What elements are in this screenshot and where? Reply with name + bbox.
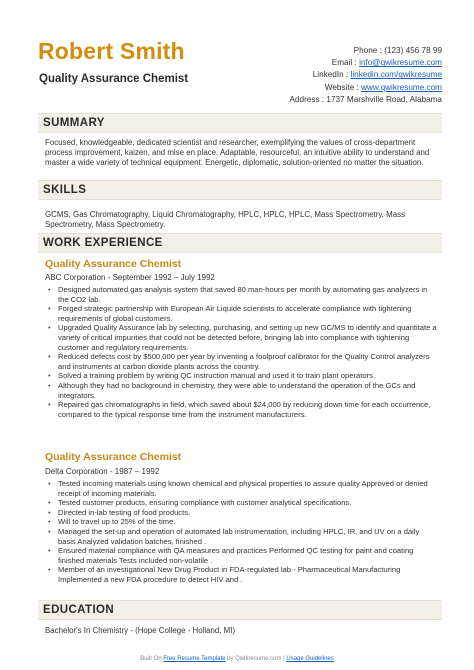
page-footer <box>0 656 474 662</box>
skills-heading: SKILLS <box>43 184 87 196</box>
list-item: • Forged strategic partnership with European Air Liquide scientists to accelerate compliance with tightening requirements of global customers. <box>45 304 437 323</box>
job-2-meta: Delta Corporation - 1987 – 1992 <box>45 467 160 476</box>
candidate-title: Quality Assurance Chemist <box>39 73 189 85</box>
list-item: • Tested incoming materials using known chemical and physical properties to assure quality Approved or denied receipt of incoming materials. <box>45 479 437 498</box>
contact-email-row <box>290 57 442 69</box>
candidate-name: Robert Smith <box>38 38 185 64</box>
list-item: • Although they had no background in chemistry, they were able to understand the operation of the GCs and integrators. <box>45 381 437 400</box>
phone-label: Phone : <box>353 46 382 55</box>
contact-block <box>290 45 442 106</box>
list-item: • Solved a training problem by writing QC instruction manual and used it to train plant operators. <box>45 371 437 381</box>
summary-heading: SUMMARY <box>43 117 105 129</box>
contact-linkedin-row <box>290 69 442 81</box>
experience-heading: WORK EXPERIENCE <box>43 237 163 249</box>
list-item: • Reduced defects cost by $500,000 per year by inventing a foolproof calibrator for the Quality Control analyzers and instruments at carbon dioxide plants across the country. <box>45 352 437 371</box>
education-heading: EDUCATION <box>43 604 115 616</box>
address-value: 1737 Marshville Road, Alabama <box>326 94 442 104</box>
footer-template-link[interactable]: Free Resume Template <box>163 656 226 662</box>
job-1-bullets <box>45 285 437 419</box>
email-link[interactable]: info@qwikresume.com <box>359 58 442 68</box>
list-item: • Designed automated gas analysis system that saved 80 man-hours per month by automating gas analyzers in the CO2 lab. <box>45 285 437 304</box>
list-item: • Tested customer products, ensuring compliance with customer analytical specifications. <box>45 498 437 508</box>
website-link[interactable]: www.qwikresume.com <box>361 82 442 92</box>
phone-value: (123) 456 78 99 <box>384 46 442 55</box>
contact-website-row <box>290 82 442 94</box>
footer-prefix: Built On <box>140 656 164 662</box>
job-2-title: Quality Assurance Chemist <box>45 451 182 463</box>
linkedin-link[interactable]: linkedin.com/qwikresume <box>350 70 442 80</box>
job-2-bullets <box>45 479 437 585</box>
list-item: • Member of an investigational New Drug Product in FDA-regulated lab - Pharmaceutical Manufacturing Implemented a new FDA procedure to detect HIV and . <box>45 565 437 584</box>
list-item: • Repaired gas chromatographs in field, which saved about $24,000 by reducing down time for each occurrence, compared to the typical response time from the instrument manufacturers. <box>45 400 437 419</box>
contact-address-row <box>290 94 442 106</box>
contact-phone-row <box>290 45 442 57</box>
summary-section-header <box>38 113 442 133</box>
list-item: • Upgraded Quality Assurance lab by selecting, purchasing, and setting up new GC/MS to identify and quantitate a variety of critical impurities that could not be detected before, bringing lab into compliance with tightening customer and regulatory requirements. <box>45 323 437 352</box>
skills-section-header <box>38 180 442 200</box>
education-section-header <box>38 600 442 620</box>
linkedin-label: LinkedIn : <box>312 70 349 80</box>
education-text: Bachelor's In Chemistry - (Hope College - Holland, MI) <box>45 626 236 635</box>
list-item: • Directed in-lab testing of food products. <box>45 508 437 518</box>
address-label: Address : <box>289 94 325 104</box>
experience-section-header <box>38 233 442 253</box>
list-item: • Managed the set-up and operation of automated lab instrumentation, including HPLC, IR, and UV on a daily basis Analyzed validation batches, finished . <box>45 527 437 546</box>
footer-guidelines-link[interactable]: Usage Guidelines <box>286 656 334 662</box>
footer-middle: by Qwikresume.com | <box>225 656 287 662</box>
list-item: • Will to travel up to 25% of the time. <box>45 517 437 527</box>
job-1-meta: ABC Corporation - September 1992 – July 1992 <box>45 273 215 282</box>
resume-header <box>38 38 442 102</box>
summary-text: Focused, knowledgeable, dedicated scientist and researcher, exemplifying the values of cross-department process improvement, kaizen, and mise en place. Adaptable, resourceful, an intuitive ability to understand and master a wide variety of technical equipment. Energetic, diplomatic, solution-oriented no matter the situation. <box>45 138 430 167</box>
job-1-title: Quality Assurance Chemist <box>45 258 182 270</box>
email-label: Email : <box>331 58 357 68</box>
list-item: • Ensured material compliance with QA measures and practices Performed QC testing for paint and coating finished materials Tests included non-volatile . <box>45 546 437 565</box>
website-label: Website : <box>324 82 359 92</box>
skills-text: GCMS, Gas Chromatography, Liquid Chromatography, HPLC, HPLC, HPLC, Mass Spectrometry, Mass Spectrometry, Mass Spectrometry. <box>45 210 406 229</box>
